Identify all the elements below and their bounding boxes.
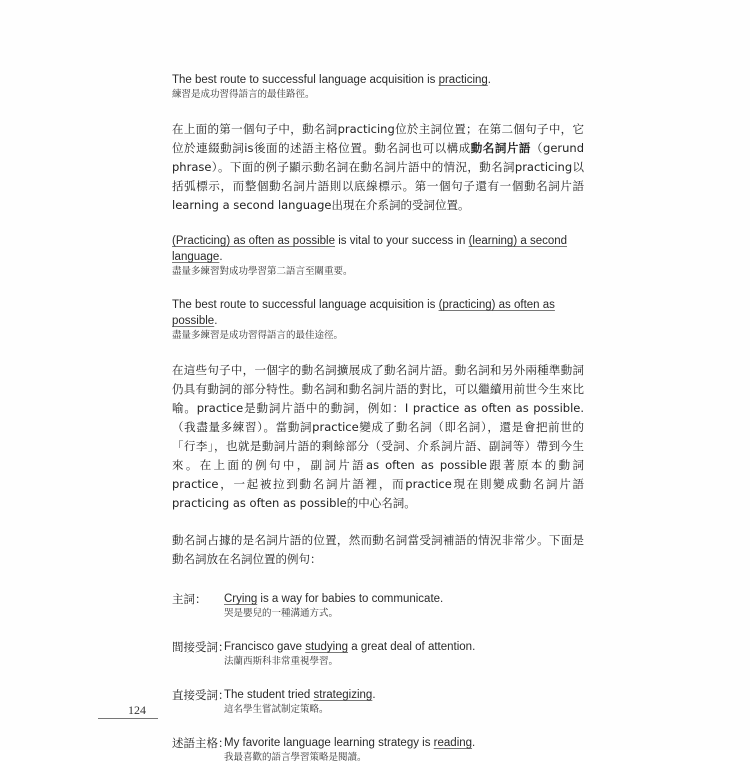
text-run: My favorite language learning strategy is	[224, 737, 434, 749]
text-run: a great deal of attention.	[348, 641, 476, 653]
paragraph-2: 在這些句子中，一個字的動名詞擴展成了動名詞片語。動名詞和另外兩種準動詞仍具有動詞的部分特性。動名詞和動名詞片語的對比，可以繼續用前世今生來比喻。practice是動詞片語中的動詞，例如：I practice as often as possible.（我盡量多練習）。當動詞practice變成了動名詞（即名詞），還是會把前世的「行李」，也就是動詞片語的剩餘部分（受詞、介系詞片語、副詞等）帶到今生來。在上面的例句中，副詞片語as often as possible跟著原本的動詞practice，一起被拉到動名詞片語裡，而practice現在則變成動名詞片語practicing as often as possible的中心名詞。	[172, 363, 584, 510]
underlined-gerund-phrase: (Practicing) as often as possible	[172, 235, 335, 247]
text-run: The student tried	[224, 689, 314, 701]
chinese-translation: 這名學生嘗試制定策略。	[224, 704, 329, 715]
text-run: is vital to your success in	[335, 235, 469, 247]
example-sentence-3	[172, 297, 584, 343]
example-predicate-nominative	[172, 735, 584, 765]
text-run: .	[372, 689, 376, 701]
chinese-translation: 盡量多練習對成功學習第二語言至關重要。	[172, 266, 353, 277]
english-sentence	[224, 687, 584, 703]
text-run: The best route to successful language acquisition is	[172, 74, 439, 86]
paragraph-3: 動名詞占據的是名詞片語的位置，然而動名詞當受詞補語的情況非常少。下面是動名詞放在名詞位置的例句：	[172, 533, 584, 566]
page-content	[172, 72, 584, 783]
paragraph-1	[172, 120, 584, 215]
example-label: 述語主格：	[172, 736, 230, 750]
bold-term: 動名詞片語	[470, 141, 531, 155]
underlined-gerund: reading	[433, 737, 473, 749]
english-sentence	[172, 297, 584, 329]
example-subject	[172, 591, 584, 621]
example-body	[224, 591, 584, 621]
chinese-translation: 盡量多練習是成功習得語言的最佳途徑。	[172, 330, 344, 341]
text-run: .	[472, 737, 476, 749]
page-number-rule	[98, 718, 158, 719]
page-number: 124	[128, 703, 146, 717]
example-label: 直接受詞：	[172, 688, 230, 702]
chinese-translation: 我最喜歡的語言學習策略是閱讀。	[224, 752, 367, 763]
text-run: Francisco gave	[224, 641, 306, 653]
english-sentence	[172, 72, 584, 88]
text-run: .	[487, 74, 491, 86]
text-run: （gerund phrase）。下面的例子顯示動名詞在動名詞片語中的情況，動名詞practicing以括弧標示，而整個動名詞片語則以底線標示。第一個句子還有一個動名詞片語learning a second language出現在介系詞的受詞位置。	[172, 141, 585, 212]
english-sentence	[172, 233, 584, 265]
underlined-gerund: studying	[305, 641, 349, 653]
chinese-translation: 練習是成功習得語言的最佳路徑。	[172, 89, 315, 100]
example-sentence-1	[172, 72, 584, 102]
example-direct-object	[172, 687, 584, 717]
example-label: 主詞：	[172, 592, 207, 606]
example-indirect-object	[172, 639, 584, 669]
text-run: 在上面的第一個句子中，動名詞practicing位於主詞位置；在第二個句子中，它位於連綴動詞is後面的述語主格位置。動名詞也可以構成	[172, 122, 584, 155]
chinese-translation: 哭是嬰兒的一種溝通方式。	[224, 608, 339, 619]
example-label: 間接受詞：	[172, 640, 230, 654]
underlined-gerund: Crying	[224, 593, 258, 605]
english-sentence	[224, 639, 584, 655]
text-run: The best route to successful language acquisition is	[172, 299, 439, 311]
text-run: .	[214, 315, 218, 327]
example-sentence-2	[172, 233, 584, 279]
english-sentence	[224, 735, 584, 751]
chinese-translation: 法蘭西斯科非常重視學習。	[224, 656, 339, 667]
underlined-gerund: strategizing	[313, 689, 373, 701]
example-body	[224, 687, 584, 717]
text-run: is a way for babies to communicate.	[257, 593, 444, 605]
english-sentence	[224, 591, 584, 607]
underlined-gerund: practicing	[438, 74, 488, 86]
text-run: .	[219, 251, 223, 263]
underlined-gerund-phrase: (practicing) as often as possible	[172, 299, 555, 327]
example-body	[224, 639, 584, 669]
underlined-gerund-phrase: (learning) a second language	[172, 235, 568, 263]
example-body	[224, 735, 584, 765]
